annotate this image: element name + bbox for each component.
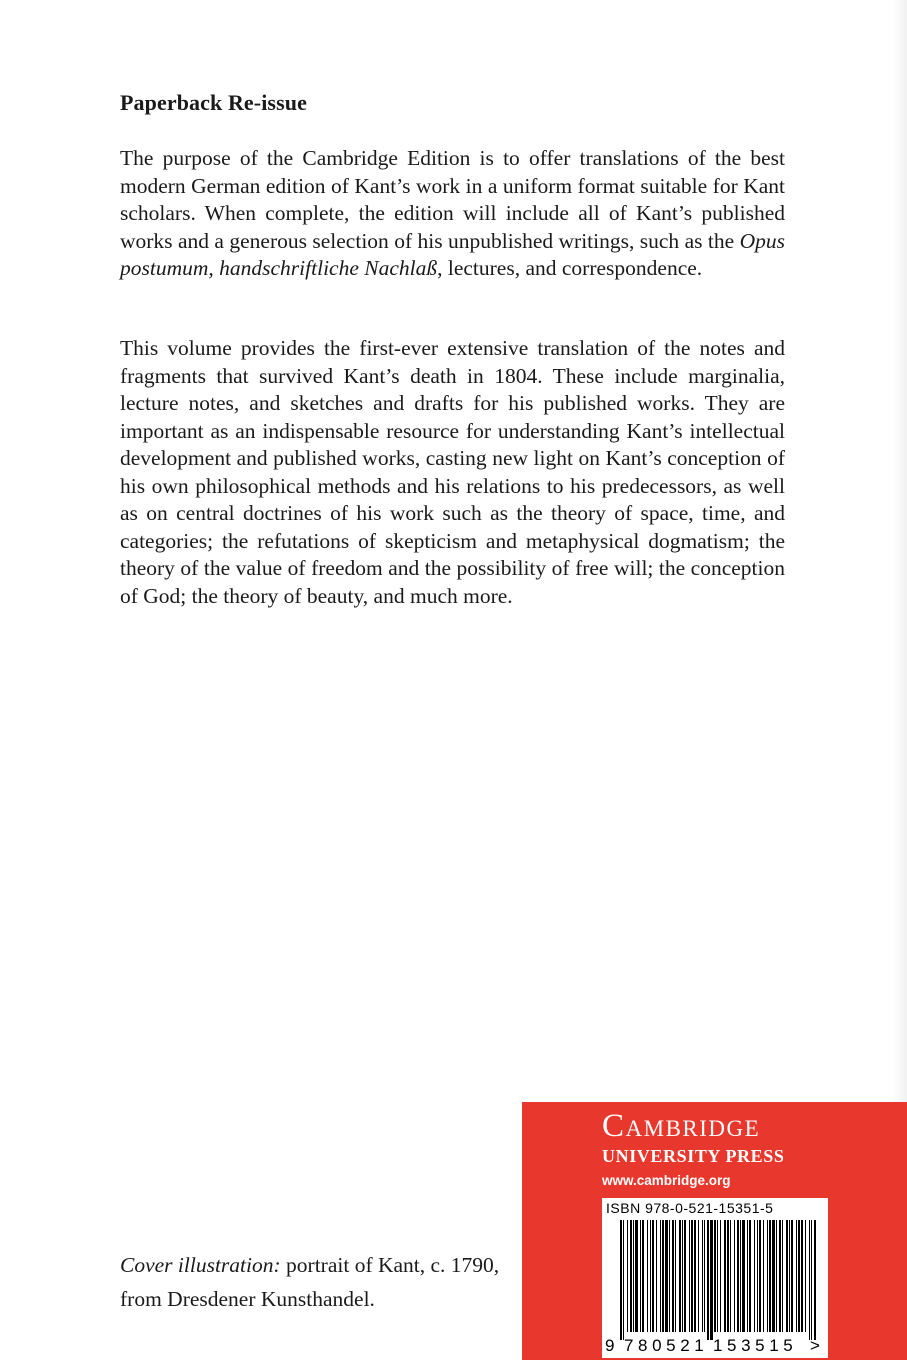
barcode-bar xyxy=(734,1220,735,1332)
barcode-bar xyxy=(769,1220,771,1332)
barcode-bar xyxy=(694,1220,696,1332)
barcode-bar xyxy=(754,1220,755,1332)
barcode-bar xyxy=(656,1220,657,1332)
barcode-bar xyxy=(811,1220,812,1340)
barcode-bar xyxy=(763,1220,764,1332)
barcode-bar xyxy=(809,1220,810,1340)
publisher-subtitle: UNIVERSITY PRESS xyxy=(602,1146,785,1166)
barcode-bar xyxy=(642,1220,644,1332)
barcode-bar xyxy=(662,1220,664,1332)
barcode-bar xyxy=(669,1220,670,1332)
barcode-bar xyxy=(707,1220,709,1340)
barcode xyxy=(602,1198,828,1358)
barcode-bar xyxy=(679,1220,681,1332)
barcode-bar xyxy=(786,1220,788,1332)
barcode-bar xyxy=(672,1220,674,1332)
barcode-bar xyxy=(772,1220,775,1332)
barcode-bar xyxy=(730,1220,731,1332)
barcode-bar xyxy=(714,1220,716,1332)
barcode-first-digit: 9 xyxy=(605,1336,620,1355)
barcode-bar xyxy=(704,1220,705,1332)
caption-label: Cover illustration: xyxy=(120,1253,281,1277)
barcode-bar xyxy=(801,1220,803,1332)
caption-text: portrait of Kant, c. 1790, from Dresdener Kunsthandel. xyxy=(120,1253,500,1311)
barcode-bar xyxy=(776,1220,777,1332)
barcode-bar xyxy=(623,1220,624,1340)
barcode-bar xyxy=(789,1220,790,1332)
barcode-bar xyxy=(710,1220,713,1340)
paragraph-volume-description: This volume provides the first-ever extensive translation of the notes and fragments that survived Kant’s death in 1804. These include marginalia, lecture notes, and sketches and drafts for his published works. They are important as an indispensable resource for understanding Kant’s intellectual development and published works, casting new light on Kant’s conception of his own philosophical methods and his relations to his predecessors, as well as on central doctrines of his work such as the theory of space, time, and categories; the refutations of skepticism and metaphysical dogmatism; the theory of the value of freedom and the possibility of free will; the conception of God; the theory of beauty, and much more. xyxy=(120,336,785,608)
cover-illustration-caption xyxy=(120,1248,500,1316)
barcode-bar xyxy=(717,1220,718,1332)
barcode-bar xyxy=(742,1220,745,1332)
barcode-bar xyxy=(633,1220,634,1332)
barcode-bar xyxy=(698,1220,699,1332)
isbn-number: ISBN 978-0-521-15351-5 xyxy=(606,1200,774,1216)
barcode-bar xyxy=(757,1220,758,1332)
paragraph-text: , lectures, and correspondence. xyxy=(437,256,703,280)
barcode-bar xyxy=(630,1220,632,1332)
barcode-bar xyxy=(720,1220,721,1332)
barcode-bar xyxy=(702,1220,703,1332)
barcode-bar xyxy=(650,1220,651,1332)
barcode-bar xyxy=(675,1220,676,1332)
barcode-bar xyxy=(691,1220,693,1332)
publisher-name: Cambridge xyxy=(602,1108,761,1144)
barcode-bar xyxy=(779,1220,781,1332)
barcode-bar xyxy=(640,1220,641,1332)
barcode-right-digits: 153515 xyxy=(713,1336,798,1355)
barcode-bar xyxy=(627,1220,628,1332)
barcode-bar xyxy=(660,1220,661,1332)
barcode-bar xyxy=(689,1220,690,1332)
barcode-bar xyxy=(652,1220,654,1332)
paragraph-edition-purpose xyxy=(120,145,785,283)
barcode-bar xyxy=(759,1220,761,1332)
barcode-bar xyxy=(647,1220,648,1332)
barcode-bar xyxy=(740,1220,741,1332)
barcode-bar xyxy=(767,1220,768,1332)
barcode-bar xyxy=(782,1220,783,1332)
barcode-left-digits: 780521 xyxy=(624,1336,709,1355)
barcode-bar xyxy=(684,1220,686,1332)
barcode-end-mark: > xyxy=(810,1336,825,1355)
barcode-bar xyxy=(791,1220,793,1332)
barcode-bar xyxy=(727,1220,729,1332)
barcode-bar xyxy=(805,1220,806,1332)
barcode-bar xyxy=(737,1220,739,1332)
barcode-bar xyxy=(749,1220,751,1332)
section-heading: Paperback Re-issue xyxy=(120,90,307,115)
barcode-bar xyxy=(635,1220,638,1332)
barcode-bar xyxy=(747,1220,748,1332)
barcode-bar xyxy=(724,1220,726,1332)
barcode-bar xyxy=(814,1220,816,1340)
barcode-bar xyxy=(620,1220,622,1340)
barcode-bar xyxy=(798,1220,800,1332)
barcode-bar xyxy=(665,1220,668,1332)
barcode-bar xyxy=(796,1220,797,1332)
paragraph-text: The purpose of the Cambridge Edition is to offer translations of the best modern German edition of Kant’s work in a uniform format suitable for Kant scholars. When complete, the edition will include all of Kant’s published works and a generous selection of his unpublished writings, such as the xyxy=(120,146,785,253)
publisher-block xyxy=(522,1102,907,1360)
barcode-bars xyxy=(602,1198,828,1358)
italic-title: Opus postumum, handschriftliche Nachlaß xyxy=(120,228,785,280)
publisher-url: www.cambridge.org xyxy=(602,1173,731,1188)
barcode-bar xyxy=(682,1220,683,1332)
